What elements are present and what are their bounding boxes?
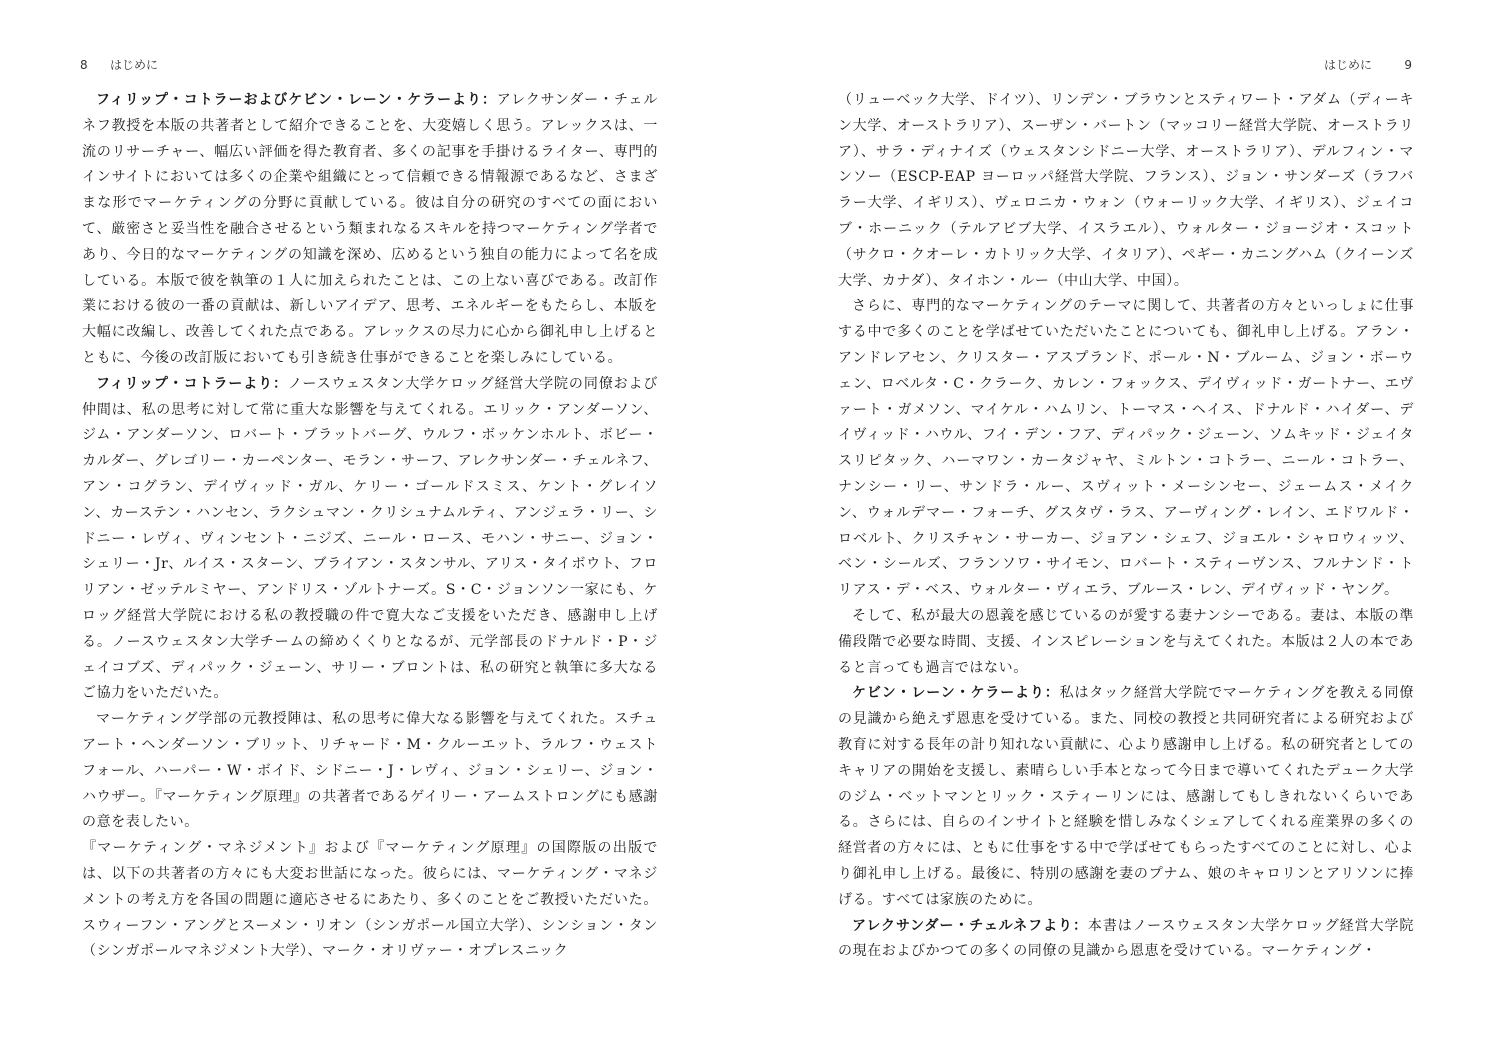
paragraph	[82, 707, 658, 836]
paragraph-lead: フィリップ・コトラーより：	[96, 375, 288, 392]
paragraph-text: さらに、専門的なマーケティングのテーマに関して、共著者の方々といっしょに仕事する中で多くのことを学ばせていただいたことについても、御礼申し上げる。アラン・アンドレアセン、クリスター・アスプランド、ポール・N・ブルーム、ジョン・ボーウェン、ロベルタ・C・クラーク、カレン・フォックス、デイヴィッド・ガートナー、エヴァート・ガメソン、マイケル・ハムリン、トーマス・ヘイス、ドナルド・ハイダー、デイヴィッド・ハウル、フイ・デン・フア、ディパック・ジェーン、ソムキッド・ジェイタスリピタック、ハーマワン・カータジャヤ、ミルトン・コトラー、ニール・コトラー、ナンシー・リー、サンドラ・ルー、スヴィット・メーシンセー、ジェームス・メイクン、ウォルデマー・フォーチ、グスタヴ・ラス、アーヴィング・レイン、エドワルド・ロベルト、クリスチャン・サーカー、ジョアン・シェフ、ジョエル・シャロウィッツ、ベン・シールズ、フランソワ・サイモン、ロバート・スティーヴンス、フルナンド・トリアス・デ・ベス、ウォルター・ヴィエラ、ブルース・レン、デイヴィッド・ヤング。	[838, 298, 1414, 599]
paragraph	[838, 914, 1414, 966]
page-number: 8	[80, 58, 88, 72]
paragraph-lead: ケビン・レーン・ケラーより：	[852, 685, 1060, 702]
paragraph-text: 本書はノースウェスタン大学ケロッグ経営大学院の現在およびかつての多くの同僚の見識から恩恵を受けている。マーケティング・	[838, 917, 1414, 960]
paragraph-text: 私はタック経営大学院でマーケティングを教える同僚の見識から絶えず恩恵を受けている。また、同校の教授と共同研究者による研究および教育に対する長年の計り知れない貢献に、心より感謝申し上げる。私の研究者としてのキャリアの開始を支援し、素晴らしい手本となって今日まで導いてくれたデューク大学のジム・ベットマンとリック・スティーリンには、感謝してもしきれないくらいである。さらには、自らのインサイトと経験を惜しみなくシェアしてくれる産業界の多くの経営者の方々には、ともに仕事をする中で学ばせてもらったすべてのことに対し、心より御礼申し上げる。最後に、特別の感謝を妻のプナム、娘のキャロリンとアリソンに捧げる。すべては家族のために。	[838, 685, 1415, 908]
page-number: 9	[1404, 58, 1412, 72]
paragraph-text: そして、私が最大の恩義を感じているのが愛する妻ナンシーである。妻は、本版の準備段階で必要な時間、支援、インスピレーションを与えてくれた。本版は２人の本であると言っても過言ではない。	[838, 607, 1414, 676]
paragraph	[838, 88, 1414, 294]
paragraph-text: ノースウェスタン大学ケロッグ経営大学院の同僚および仲間は、私の思考に対して常に重大な影響を与えてくれる。エリック・アンダーソン、ジム・アンダーソン、ロバート・ブラットバーグ、ウルフ・ボッケンホルト、ボビー・カルダー、グレゴリー・カーペンター、モラン・サーフ、アレクサンダー・チェルネフ、アン・コグラン、デイヴィッド・ガル、ケリー・ゴールドスミス、ケント・グレイソン、カーステン・ハンセン、ラクシュマン・クリシュナムルティ、アンジェラ・リー、シドニー・レヴィ、ヴィンセント・ニジズ、ニール・ロース、モハン・サニー、ジョン・シェリー・Jr、ルイス・スターン、ブライアン・スタンサル、アリス・タイボウト、フロリアン・ゼッテルミヤー、アンドリス・ゾルトナーズ。S・C・ジョンソン一家にも、ケロッグ経営大学院における私の教授職の件で寛大なご支援をいただき、感謝申し上げる。ノースウェスタン大学チームの締めくくりとなるが、元学部長のドナルド・P・ジェイコブズ、ディパック・ジェーン、サリー・ブロントは、私の研究と執筆に多大なるご協力をいただいた。	[82, 375, 658, 702]
paragraph-text: マーケティング学部の元教授陣は、私の思考に偉大なる影響を与えてくれた。スチュアート・ヘンダーソン・ブリット、リチャード・M・クルーエット、ラルフ・ウェストフォール、ハーパー・W・ボイド、シドニー・J・レヴィ、ジョン・シェリー、ジョン・ハウザー。『マーケティング原理』の共著者であるゲイリー・アームストロングにも感謝の意を表したい。	[82, 711, 658, 831]
right-page-header	[1324, 56, 1412, 73]
paragraph	[82, 88, 658, 372]
left-page-header	[80, 56, 158, 73]
running-head: はじめに	[1323, 58, 1372, 72]
paragraph-lead: アレクサンダー・チェルネフより：	[852, 917, 1088, 934]
right-page-body	[838, 88, 1414, 965]
left-page-body	[82, 88, 658, 965]
paragraph	[82, 836, 658, 965]
paragraph-text: 『マーケティング・マネジメント』および『マーケティング原理』の国際版の出版では、以下の共著者の方々にも大変お世話になった。彼らには、マーケティング・マネジメントの考え方を各国の問題に適応させるにあたり、多くのことをご教授いただいた。スウィーフン・アングとスーメン・リオン（シンガポール国立大学）、シンション・タン（シンガポールマネジメント大学）、マーク・オリヴァー・オプレスニック	[82, 840, 658, 960]
paragraph	[838, 604, 1414, 681]
right-page	[746, 0, 1492, 1058]
paragraph	[838, 681, 1414, 913]
paragraph-text: アレクサンダー・チェルネフ教授を本版の共著者として紹介できることを、大変嬉しく思う。アレックスは、一流のリサーチャー、幅広い評価を得た教育者、多くの記事を手掛けるライター、専門的インサイトにおいては多くの企業や組織にとって信頼できる情報源であるなど、さまざまな形でマーケティングの分野に貢献している。彼は自分の研究のすべての面において、厳密さと妥当性を融合させるという類まれなるスキルを持つマーケティング学者であり、今日的なマーケティングの知識を深め、広めるという独自の能力によって名を成している。本版で彼を執筆の１人に加えられたことは、この上ない喜びである。改訂作業における彼の一番の貢献は、新しいアイデア、思考、エネルギーをもたらし、本版を大幅に改編し、改善してくれた点である。アレックスの尽力に心から御礼申し上げるとともに、今後の改訂版においても引き続き仕事ができることを楽しみにしている。	[82, 92, 658, 366]
running-head: はじめに	[110, 58, 159, 72]
paragraph-lead: フィリップ・コトラーおよびケビン・レーン・ケラーより：	[96, 92, 497, 108]
paragraph	[82, 372, 658, 707]
paragraph	[838, 294, 1414, 604]
paragraph-text: （リューベック大学、ドイツ）、リンデン・ブラウンとスティワート・アダム（ディーキン大学、オーストラリア）、スーザン・バートン（マッコリー経営大学院、オーストラリア）、サラ・ディナイズ（ウェスタンシドニー大学、オーストラリア）、デルフィン・マンソー（ESCP-EAP ヨーロッパ経営大学院、フランス）、ジョン・サンダーズ（ラフバラー大学、イギリス）、ヴェロニカ・ウォン（ウォーリック大学、イギリス）、ジェイコブ・ホーニック（テルアビブ大学、イスラエル）、ウォルター・ジョージオ・スコット（サクロ・クオーレ・カトリック大学、イタリア）、ペギー・カニングハム（クイーンズ大学、カナダ）、タイホン・ルー（中山大学、中国）。	[838, 92, 1414, 289]
